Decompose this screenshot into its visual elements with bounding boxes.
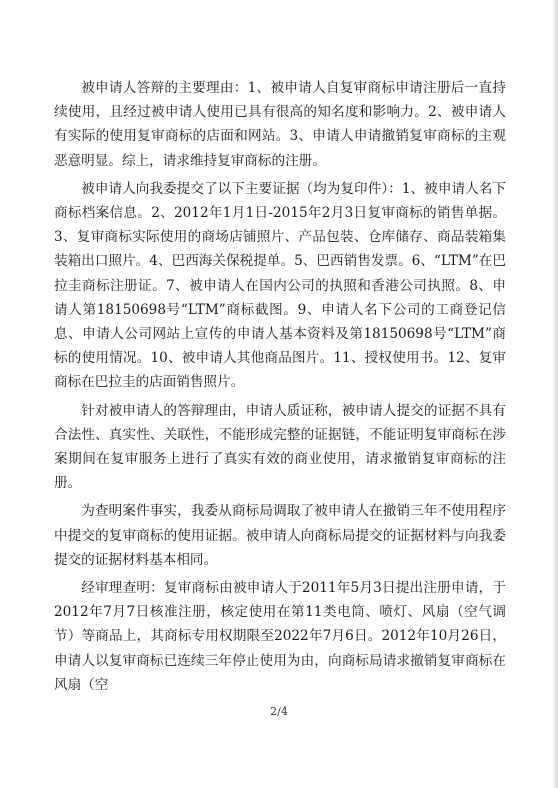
page-number: 2/4: [270, 705, 288, 718]
paragraph-fact-finding: 为查明案件事实，我委从商标局调取了被申请人在撤销三年不使用程序中提交的复审商标的使用证据。被申请人向商标局提交的证据材料与向我委提交的证据材料基本相同。: [54, 503, 506, 568]
paragraph-respondent-reasons: 被申请人答辩的主要理由：1、被申请人自复审商标申请注册后一直持续使用，且经过被申请人使用已具有很高的知名度和影响力。2、被申请人有实际的使用复审商标的店面和网站。3、申请人申请撤销复审商标的主观恶意明显。综上，请求维持复审商标的注册。: [54, 80, 506, 169]
document-body: [54, 76, 506, 701]
paragraph-review-findings: 经审理查明：复审商标由被申请人于2011年5月3日提出注册申请，于2012年7月7日核准注册，核定使用在第11类电筒、喷灯、风扇（空气调节）等商品上，其商标专用权期限至2022年7月6日。2012年10月26日，申请人以复审商标已连续三年停止使用为由，向商标局请求撤销复审商标在风扇（空: [54, 580, 506, 693]
paragraph-respondent-evidence: 被申请人向我委提交了以下主要证据（均为复印件）：1、被申请人名下商标档案信息。2、2012年1月1日-2015年2月3日复审商标的销售单据。3、复审商标实际使用的商场店铺照片、产品包装、仓库储存、商品装箱集装箱出口照片。4、巴西海关保税提单。5、巴西销售发票。6、“LTM”在巴拉圭商标注册证。7、被申请人在国内公司的执照和香港公司执照。8、申请人第18150698号“LTM”商标截图。9、申请人名下公司的工商登记信息、申请人公司网站上宣传的申请人基本资料及第18150698号“LTM”商标的使用情况。10、被申请人其他商品图片。11、授权使用书。12、复审商标在巴拉圭的店面销售照片。: [54, 180, 506, 391]
page-edge-shadow: [552, 0, 558, 788]
paragraph-applicant-cross-examination: 针对被申请人的答辩理由，申请人质证称，被申请人提交的证据不具有合法性、真实性、关联性，不能形成完整的证据链，不能证明复审商标在涉案期间在复审服务上进行了真实有效的商业使用，请求撤销复审商标的注册。: [54, 402, 506, 492]
